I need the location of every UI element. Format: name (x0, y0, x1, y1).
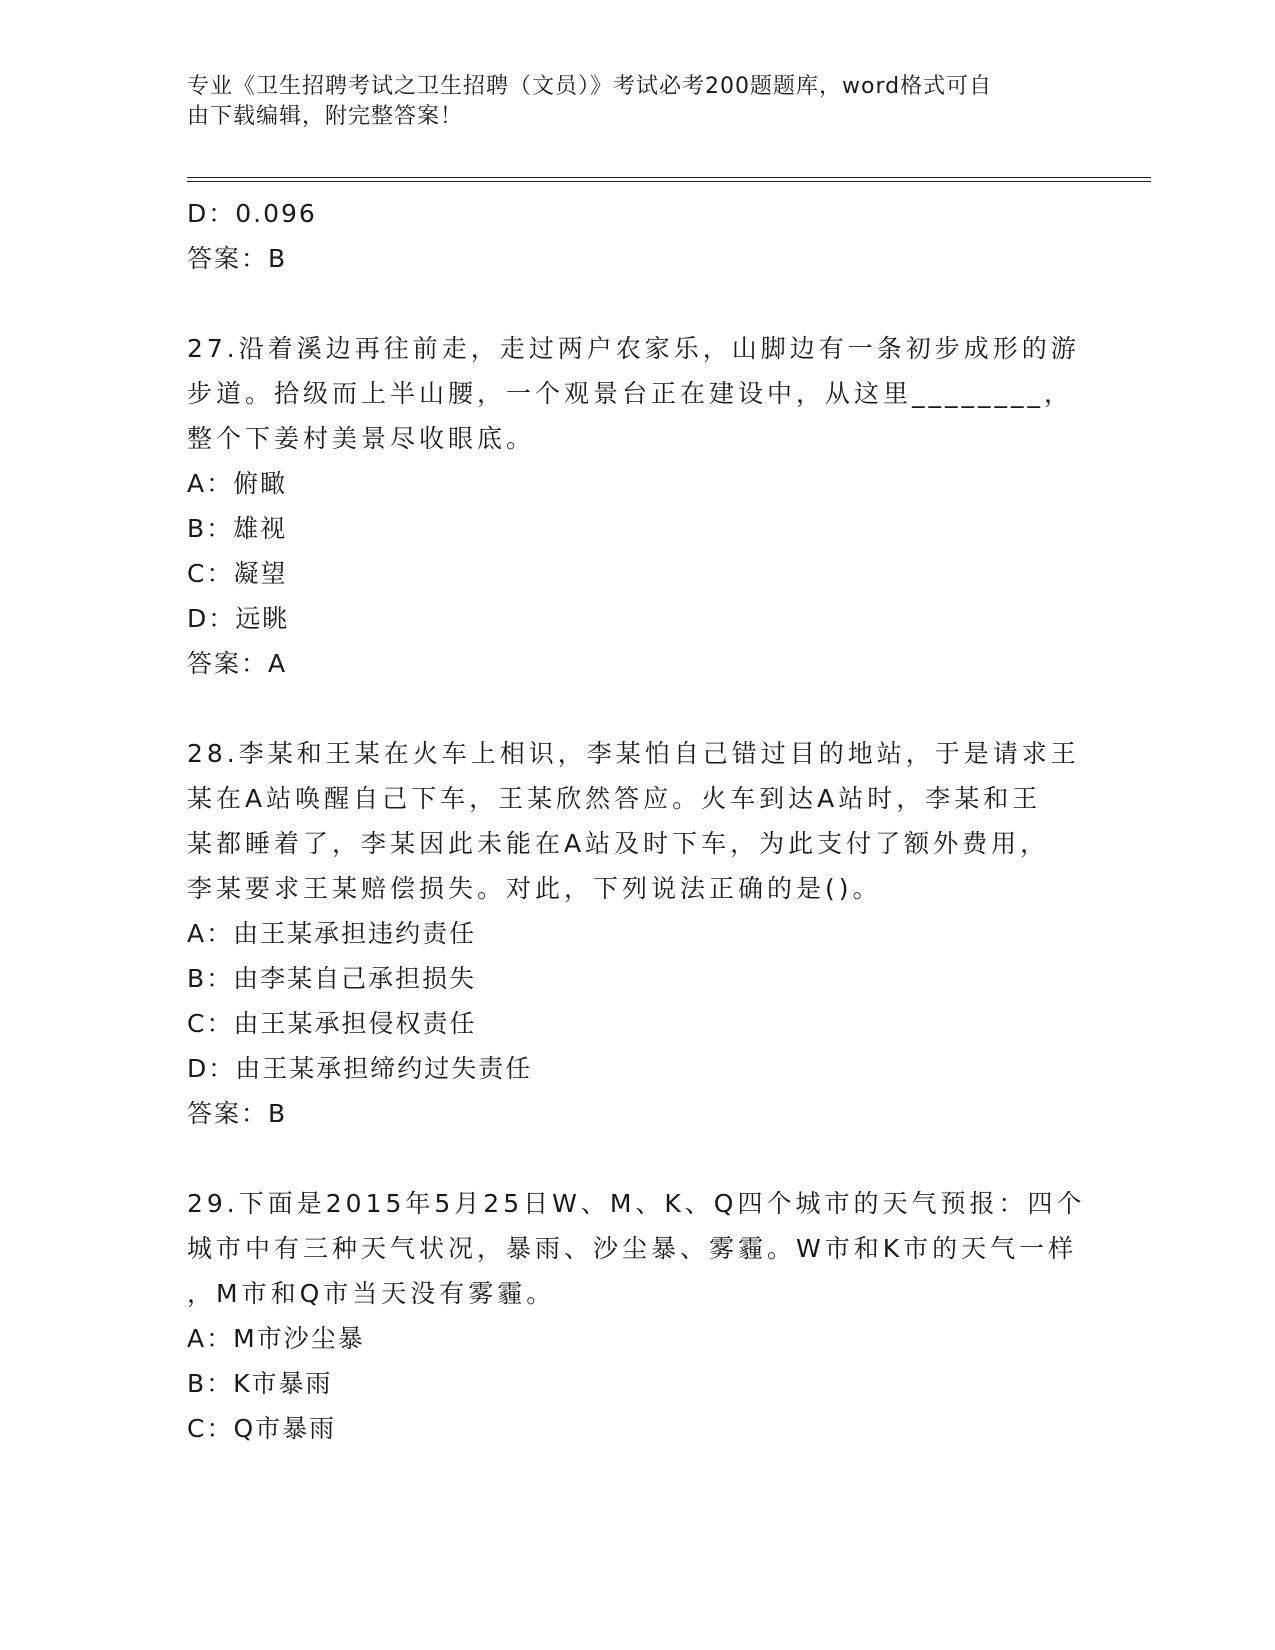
question-29 (187, 1181, 1087, 1451)
question-28-text (187, 731, 1087, 911)
question-27-option-c: C：凝望 (187, 559, 288, 588)
question-27-option-d: D：远眺 (187, 604, 290, 633)
header-divider (187, 177, 1151, 182)
question-text-line: 整个下姜村美景尽收眼底。 (187, 424, 536, 453)
question-29-option-c: C：Q市暴雨 (187, 1414, 337, 1443)
question-27-option-b: B：雄视 (187, 514, 288, 543)
question-list (187, 191, 1087, 1451)
question-text-line: 27.沿着溪边再往前走，走过两户农家乐，山脚边有一条初步成形的游 (187, 334, 1080, 363)
header-line-2: 由下载编辑，附完整答案！ (187, 104, 464, 129)
question-text-line: 城市中有三种天气状况，暴雨、沙尘暴、雾霾。W市和K市的天气一样 (187, 1234, 1078, 1263)
question-28-option-d: D：由王某承担缔约过失责任 (187, 1054, 533, 1083)
question-28-option-a: A：由王某承担违约责任 (187, 919, 477, 948)
question-29-text (187, 1181, 1087, 1316)
question-28-option-c: C：由王某承担侵权责任 (187, 1009, 477, 1038)
question-29-option-a: A：M市沙尘暴 (187, 1324, 365, 1353)
question-28 (187, 731, 1087, 1136)
question-28-option-b: B：由李某自己承担损失 (187, 964, 477, 993)
prev-option-d: D：0.096 (187, 199, 317, 228)
question-text-line: 28.李某和王某在火车上相识，李某怕自己错过目的地站，于是请求王 (187, 739, 1080, 768)
question-27-answer: 答案：A (187, 649, 288, 678)
question-text-line: 步道。拾级而上半山腰，一个观景台正在建设中，从这里________， (187, 379, 1074, 408)
question-27-text (187, 326, 1087, 461)
question-28-answer: 答案：B (187, 1099, 288, 1128)
question-27 (187, 326, 1087, 686)
prev-answer: 答案：B (187, 244, 288, 273)
question-text-line: 李某要求王某赔偿损失。对此，下列说法正确的是()。 (187, 874, 882, 903)
question-text-line: 29.下面是2015年5月25日W、M、K、Q四个城市的天气预报：四个 (187, 1189, 1086, 1218)
header-line-1: 专业《卫生招聘考试之卫生招聘（文员）》考试必考200题题库，word格式可自 (187, 74, 993, 99)
question-text-line: 某都睡着了，李某因此未能在A站及时下车，为此支付了额外费用， (187, 829, 1050, 858)
question-27-option-a: A：俯瞰 (187, 469, 288, 498)
question-text-line: ，M市和Q市当天没有雾霾。 (187, 1279, 556, 1308)
question-29-option-b: B：K市暴雨 (187, 1369, 333, 1398)
question-text-line: 某在A站唤醒自己下车，王某欣然答应。火车到达A站时，李某和王 (187, 784, 1042, 813)
document-header (187, 72, 1067, 132)
